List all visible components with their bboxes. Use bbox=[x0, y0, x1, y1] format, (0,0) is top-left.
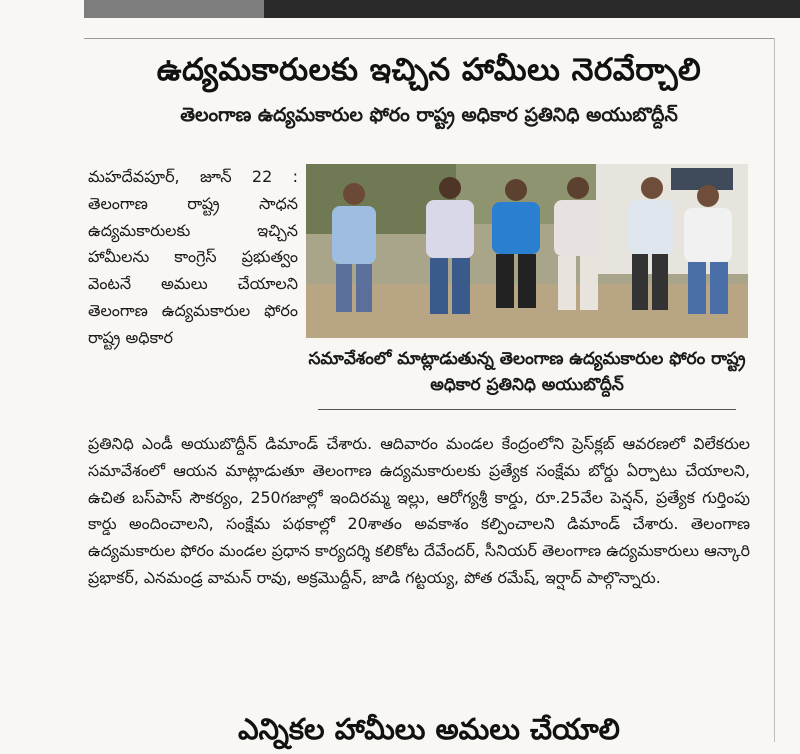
article-body-paragraph: ప్రతినిధి ఎండీ అయుబొద్దీన్ డిమాండ్ చేశారు. ఆదివారం మండల కేంద్రంలోని ప్రెస్‌క్లబ్ ఆవరణలో విలేకరుల సమావేశంలో ఆయన మాట్లాడుతూ తెలంగాణ ఉద్యమకారులకు ప్రత్యేక సంక్షేమ బోర్డు ఏర్పాటు చేయాలని, ఉచిత బస్‌పాస్ సౌకర్యం, 250గజాల్లో ఇందిరమ్మ ఇల్లు, ఆరోగ్యశ్రీ కార్డు, రూ.25వేల పెన్షన్, ప్రత్యేక గుర్తింపు కార్డు అందించాలని, సంక్షేమ పథకాల్లో 20శాతం అవకాశం కల్పించాలని డిమాండ్ చేశారు. తెలంగాణ ఉద్యమకారుల ఫోరం మండల ప్రధాన కార్యదర్శి కలికోట దేవేందర్, సీనియర్ తెలంగాణ ఉద్యమకారులు ఆన్కారి ప్రభాకర్, ఎనమండ్ర వామన్ రావు, అక్రమొద్దీన్, జాడి గట్టయ్య, పోత రమేష్, ఇర్షాద్ పాల్గొన్నారు. bbox=[88, 434, 750, 587]
group-photo-illustration bbox=[306, 164, 748, 338]
caption-divider bbox=[318, 409, 736, 410]
column-divider bbox=[774, 38, 775, 742]
masthead-bar-light bbox=[84, 0, 264, 18]
article-headline: ఉద్యమకారులకు ఇచ్చిన హామీలు నెరవేర్చాలి bbox=[156, 52, 702, 88]
article-lead-paragraph: మహదేవపూర్, జూన్ 22 : తెలంగాణ రాష్ట్ర సాధన ఉద్యమకారులకు ఇచ్చిన హామీలను కాంగ్రెస్ ప్రభుత్వం వెంటనే అమలు చేయాలని తెలంగాణ ఉద్యమకారుల ఫోరం రాష్ట్ర అధికార bbox=[88, 167, 298, 347]
next-article-headline: ఎన్నికల హామీలు అమలు చేయాలి bbox=[238, 712, 620, 746]
article-photo bbox=[306, 164, 748, 338]
photo-caption: సమావేశంలో మాట్లాడుతున్న తెలంగాణ ఉద్యమకారుల ఫోరం రాష్ట్ర అధికార ప్రతినిధి అయుబొద్దీన్ bbox=[308, 349, 746, 395]
top-divider bbox=[84, 38, 774, 39]
masthead-bar-dark bbox=[264, 0, 800, 18]
article-subheadline: తెలంగాణ ఉద్యమకారుల ఫోరం రాష్ట్ర అధికార ప్రతినిధి అయుబొద్దీన్ bbox=[180, 104, 678, 126]
